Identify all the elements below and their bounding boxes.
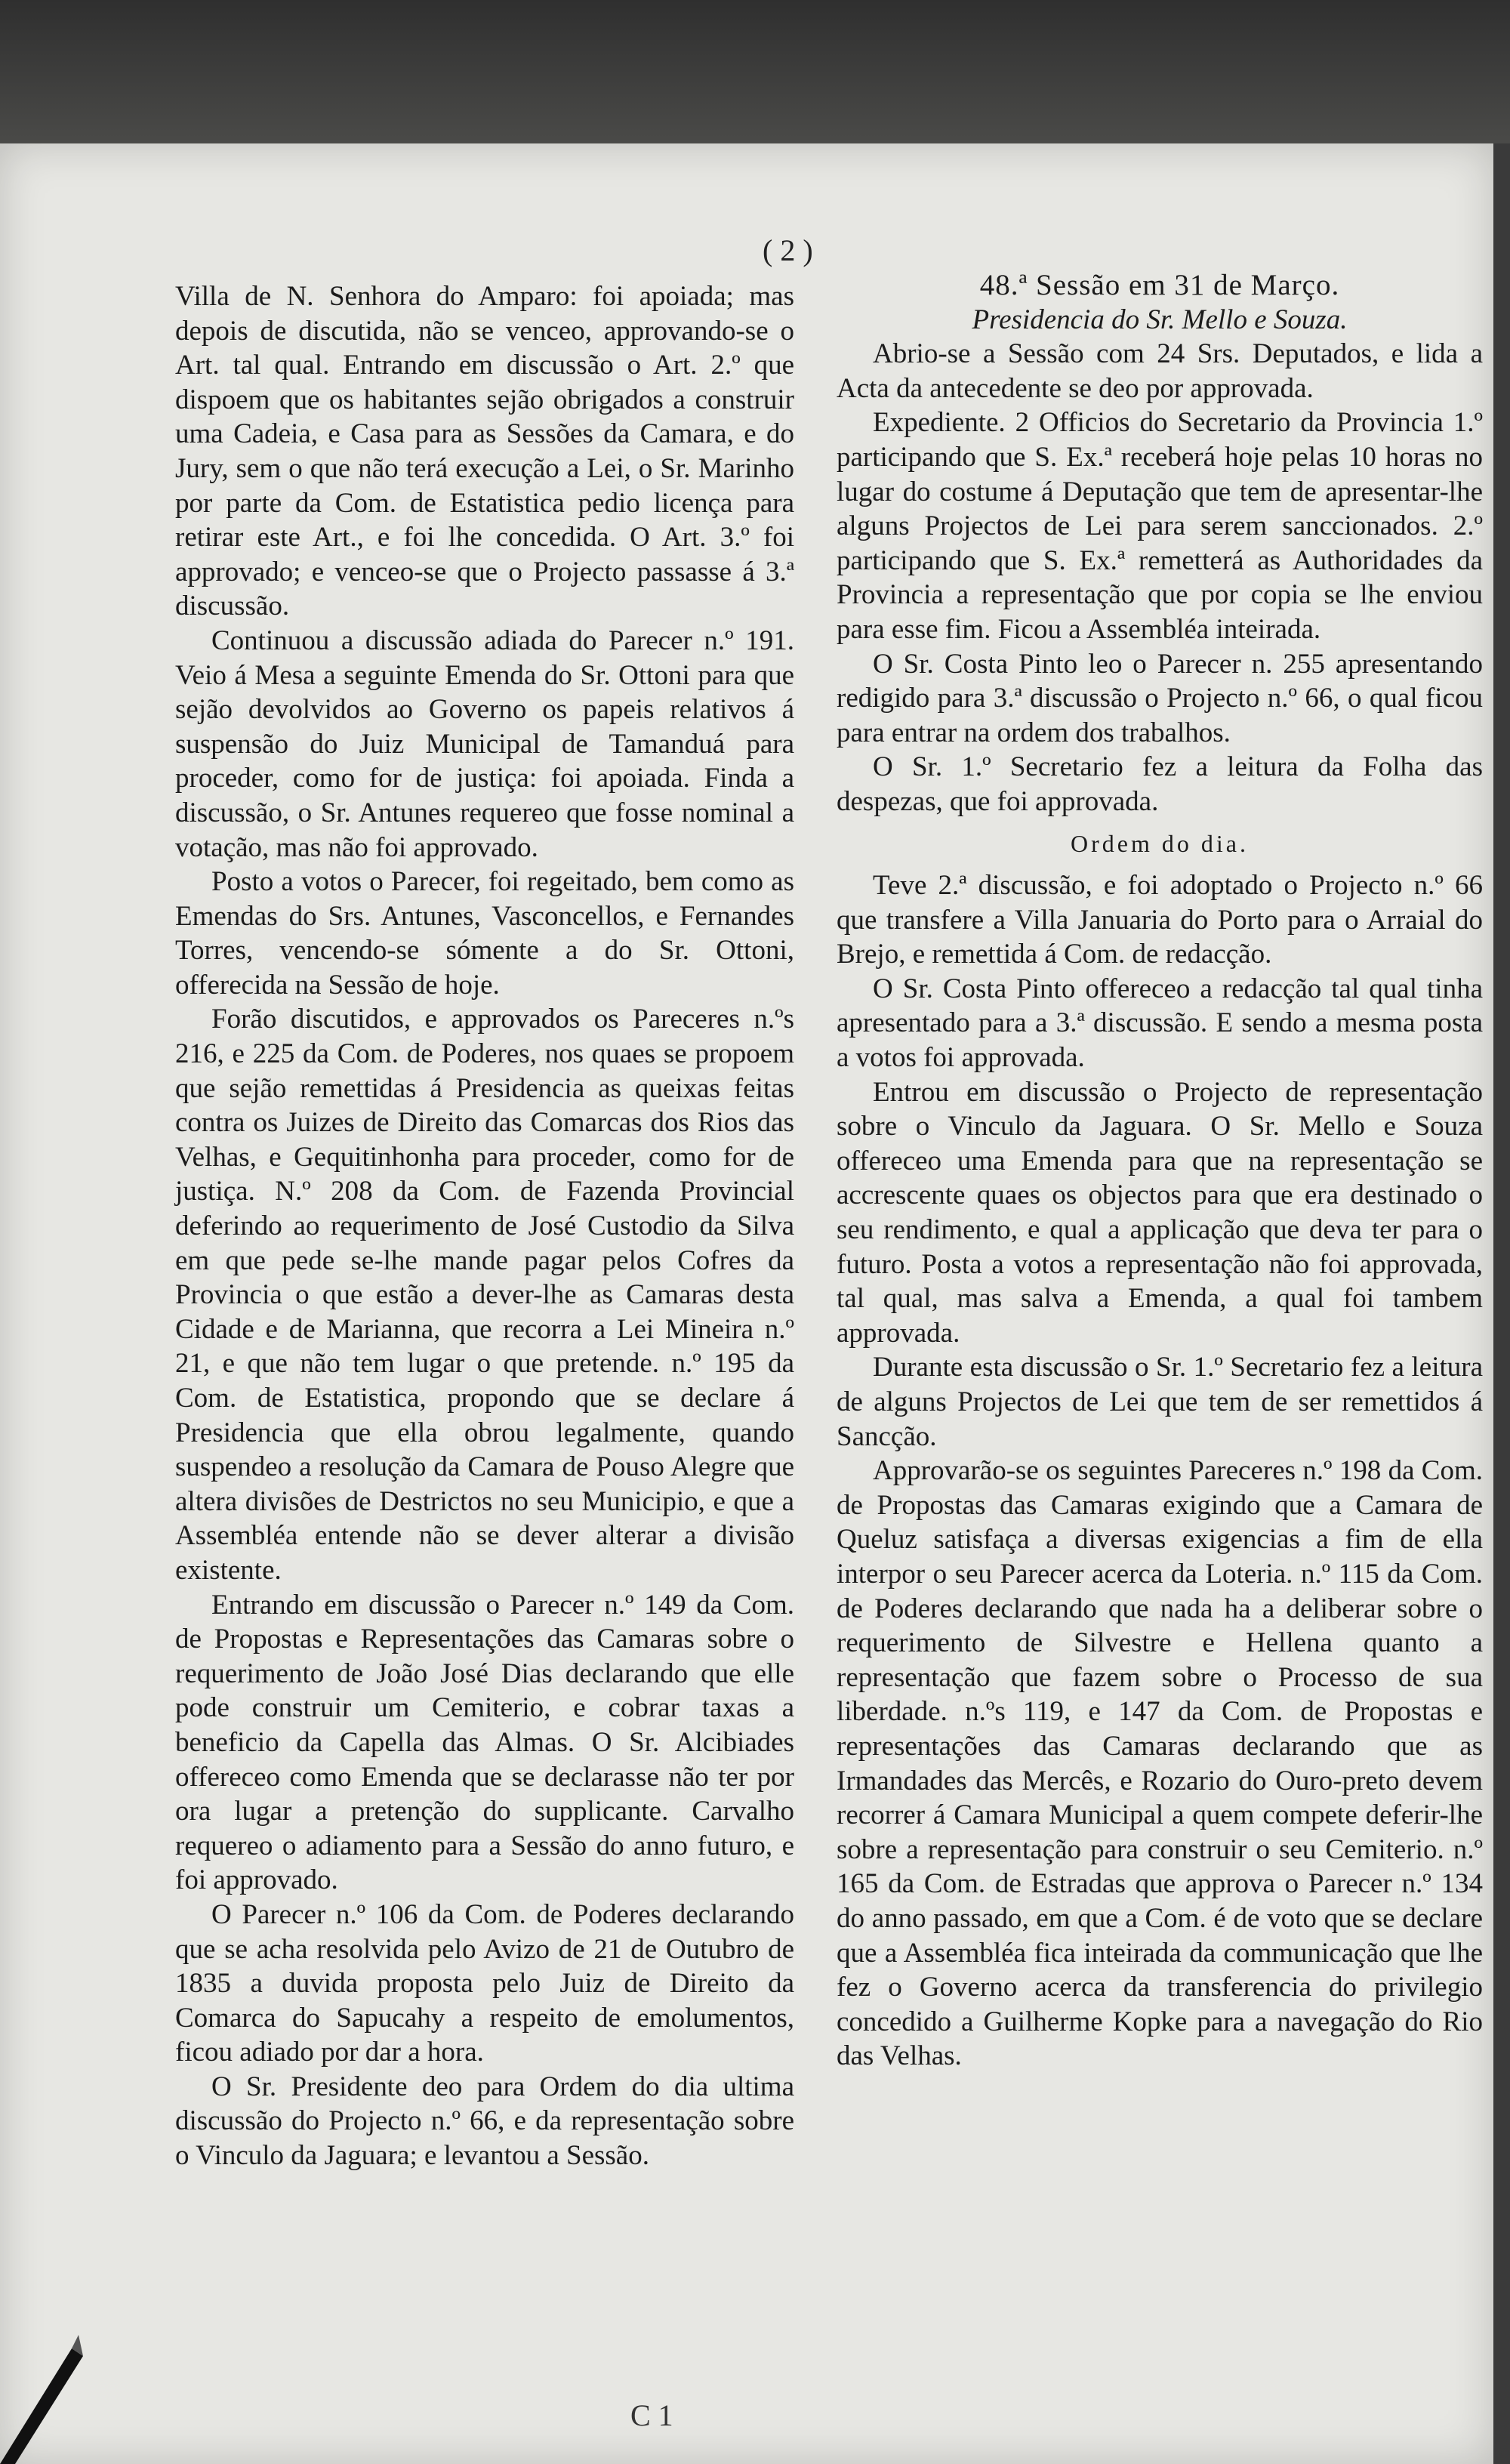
- page-number: ( 2 ): [763, 233, 813, 267]
- paragraph: Abrio-se a Sessão com 24 Srs. Deputados, e lida a Acta da antecedente se deo por approvada.: [837, 338, 1483, 404]
- session-title: 48.ª Sessão em 31 de Março.: [979, 269, 1340, 301]
- paragraph: Posto a votos o Parecer, foi regeitado, bem como as Emendas do Srs. Antunes, Vasconcellos, e Fernandes Torres, vencendo-se sómente a do Sr. Ottoni, offerecida na Sessão de hoje.: [175, 866, 794, 1001]
- scanner-background: [0, 0, 1510, 143]
- left-column: [175, 279, 794, 2173]
- paragraph: Entrou em discussão o Projecto de representação sobre o Vinculo da Jaguara. O Sr. Mello e Souza offereceo uma Emenda para que na representação se accrescente quaes os objectos para que era destinado o seu rendimento, e qual a applicação que deva ter para o futuro. Posta a votos a representação não foi approvada, tal qual, mas salva a Emenda, a qual foi tambem approvada.: [837, 1076, 1483, 1349]
- paragraph: Villa de N. Senhora do Amparo: foi apoiada; mas depois de discutida, não se venceo, approvando-se o Art. tal qual. Entrando em discussão o Art. 2.º que dispoem que os habitantes sejão obrigados a construir uma Cadeia, e Casa para as Sessões da Camara, e do Jury, sem o que não terá execução a Lei, o Sr. Marinho por parte da Com. de Estatistica pedio licença para retirar este Art., e foi lhe concedida. O Art. 3.º foi approvado; e venceo-se que o Projecto passasse á 3.ª discussão.: [175, 281, 794, 622]
- paragraph: Forão discutidos, e approvados os Pareceres n.ºs 216, e 225 da Com. de Poderes, nos quaes se propoem que sejão remettidas á Presidencia as queixas feitas contra os Juizes de Direito das Comarcas dos Rios das Velhas, e Gequitinhonha para proceder, como for de justiça. N.º 208 da Com. de Fazenda Provincial deferindo ao requerimento de José Custodio da Silva em que pede se-lhe mande pagar pelos Cofres da Provincia o que estão a dever-lhe as Camaras desta Cidade e de Marianna, que recorra a Lei Mineira n.º 21, e que não tem lugar o que pretende. n.º 195 da Com. de Estatistica, propondo que se declare á Presidencia que ella obrou legalmente, quando suspendeo a resolução da Camara de Pouso Alegre que altera divisões de Destrictos no seu Municipio, e que a Assembléa entende não se dever alterar a divisão existente.: [175, 1004, 794, 1586]
- paragraph: O Sr. Presidente deo para Ordem do dia ultima discussão do Projecto n.º 66, e da representação sobre o Vinculo da Jaguara; e levantou a Sessão.: [175, 2071, 794, 2172]
- paragraph: Expediente. 2 Officios do Secretario da Provincia 1.º participando que S. Ex.ª receberá hoje pelas 10 horas no lugar do costume á Deputação que tem de apresentar-lhe alguns Projectos de Lei para serem sanccionados. 2.º participando que S. Ex.ª remetterá as Authoridades da Provincia a representação que por copia se lhe enviou para esse fim. Ficou a Assembléa inteirada.: [837, 407, 1483, 645]
- paragraph: O Parecer n.º 106 da Com. de Poderes declarando que se acha resolvida pelo Avizo de 21 de Outubro de 1835 a duvida proposta pelo Juiz de Direito da Comarca do Sapucahy a respeito de emolumentos, ficou adiado por dar a hora.: [175, 1898, 794, 2068]
- right-column: [837, 268, 1483, 2074]
- presidency-line: Presidencia do Sr. Mello e Souza.: [972, 304, 1348, 335]
- paragraph: O Sr. Costa Pinto offereceo a redacção tal qual tinha apresentado para a 3.ª discussão. E sendo a mesma posta a votos foi approvada.: [837, 973, 1483, 1074]
- pen-icon: [0, 2326, 83, 2464]
- paragraph: Teve 2.ª discussão, e foi adoptado o Projecto n.º 66 que transfere a Villa Januaria do Porto para o Arraial do Brejo, e remettida á Com. de redacção.: [837, 870, 1483, 970]
- paragraph: Approvarão-se os seguintes Pareceres n.º 198 da Com. de Propostas das Camaras exigindo que a Camara de Queluz satisfaça a diversas exigencias a fim de ella interpor o seu Parecer acerca da Loteria. n.º 115 da Com. de Poderes declarando que nada ha a deliberar sobre o requerimento de Silvestre e Hellena quanto a representação que fazem sobre o Processo de sua liberdade. n.ºs 119, e 147 da Com. de Propostas e representações das Camaras declarando que as Irmandades das Mercês, e Rozario do Ouro-preto devem recorrer á Camara Municipal a quem compete deferir-lhe sobre a representação para construir o seu Cemiterio. n.º 165 da Com. de Estradas que approva o Parecer n.º 134 do anno passado, em que a Com. é de voto que se declare que a Assembléa fica inteirada da communicação que lhe fez o Governo acerca da transferencia do privilegio concedido a Guilherme Kopke para a navegação do Rio das Velhas.: [837, 1455, 1483, 2072]
- paragraph: Continuou a discussão adiada do Parecer n.º 191. Veio á Mesa a seguinte Emenda do Sr. Ottoni para que sejão devolvidos ao Governo os papeis relativos á suspensão do Juiz Municipal de Tamanduá para proceder, como for de justiça: foi apoiada. Finda a discussão, o Sr. Antunes requereo que fosse nominal a votação, mas não foi approvado.: [175, 624, 794, 863]
- document-page: [0, 143, 1493, 2464]
- paragraph: O Sr. 1.º Secretario fez a leitura da Folha das despezas, que foi approvada.: [837, 751, 1483, 817]
- order-of-day-heading: Ordem do dia.: [1071, 829, 1249, 857]
- paragraph: O Sr. Costa Pinto leo o Parecer n. 255 apresentando redigido para 3.ª discussão o Projecto n.º 66, o qual ficou para entrar na ordem dos trabalhos.: [837, 648, 1483, 748]
- paragraph: Durante esta discussão o Sr. 1.º Secretario fez a leitura de alguns Projectos de Lei que tem de ser remettidos á Sancção.: [837, 1352, 1483, 1452]
- signature-mark: C 1: [630, 2398, 673, 2432]
- paragraph: Entrando em discussão o Parecer n.º 149 da Com. de Propostas e Representações das Camaras sobre o requerimento de João José Dias declarando que elle pode construir um Cemiterio, e cobrar taxas a beneficio da Capella das Almas. O Sr. Alcibiades offereceo como Emenda que se declarasse não ter por ora lugar a pretenção do supplicante. Carvalho requereo o adiamento para a Sessão do anno futuro, e foi approvado.: [175, 1589, 794, 1896]
